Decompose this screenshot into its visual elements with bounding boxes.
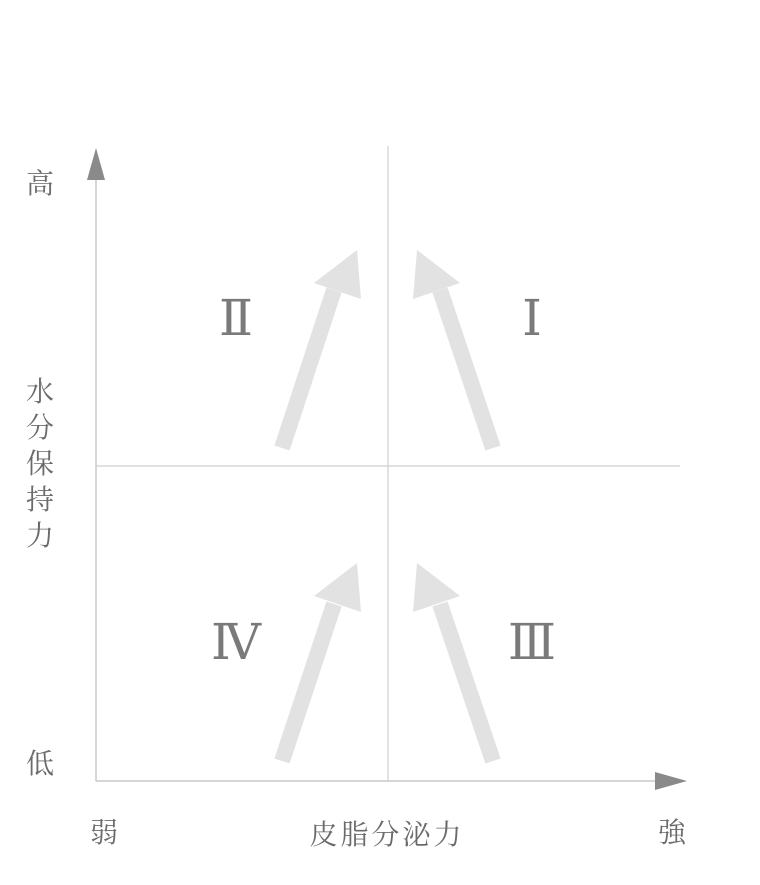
y-axis-high-label: 高 [25, 167, 55, 200]
y-axis-title-char: 保 [25, 447, 55, 480]
quadrant-2-label: Ⅱ [219, 289, 253, 347]
y-axis-title-char: 水 [25, 375, 55, 408]
trend-arrow-quadrant-3 [413, 563, 493, 761]
y-axis-title-char: 持 [25, 483, 55, 516]
x-axis-strong-label: 強 [657, 816, 687, 849]
y-axis-arrowhead [87, 148, 105, 180]
y-axis-low-label: 低 [25, 747, 55, 780]
trend-arrow-quadrant-4 [282, 563, 361, 761]
x-axis-weak-label: 弱 [89, 816, 119, 849]
quadrant-4-label: Ⅳ [211, 613, 261, 671]
trend-arrow-quadrant-2 [282, 250, 361, 448]
y-axis-title [26, 375, 54, 552]
trend-arrow-quadrant-1 [413, 250, 493, 448]
y-axis-title-char: 力 [25, 519, 55, 552]
x-axis-title: 皮脂分泌力 [309, 818, 465, 851]
quadrant-1-label: Ⅰ [522, 289, 542, 347]
quadrant-3-label: Ⅲ [507, 613, 557, 671]
x-axis-arrowhead [655, 772, 687, 790]
axes [87, 146, 687, 790]
y-axis-title-char: 分 [25, 411, 55, 444]
